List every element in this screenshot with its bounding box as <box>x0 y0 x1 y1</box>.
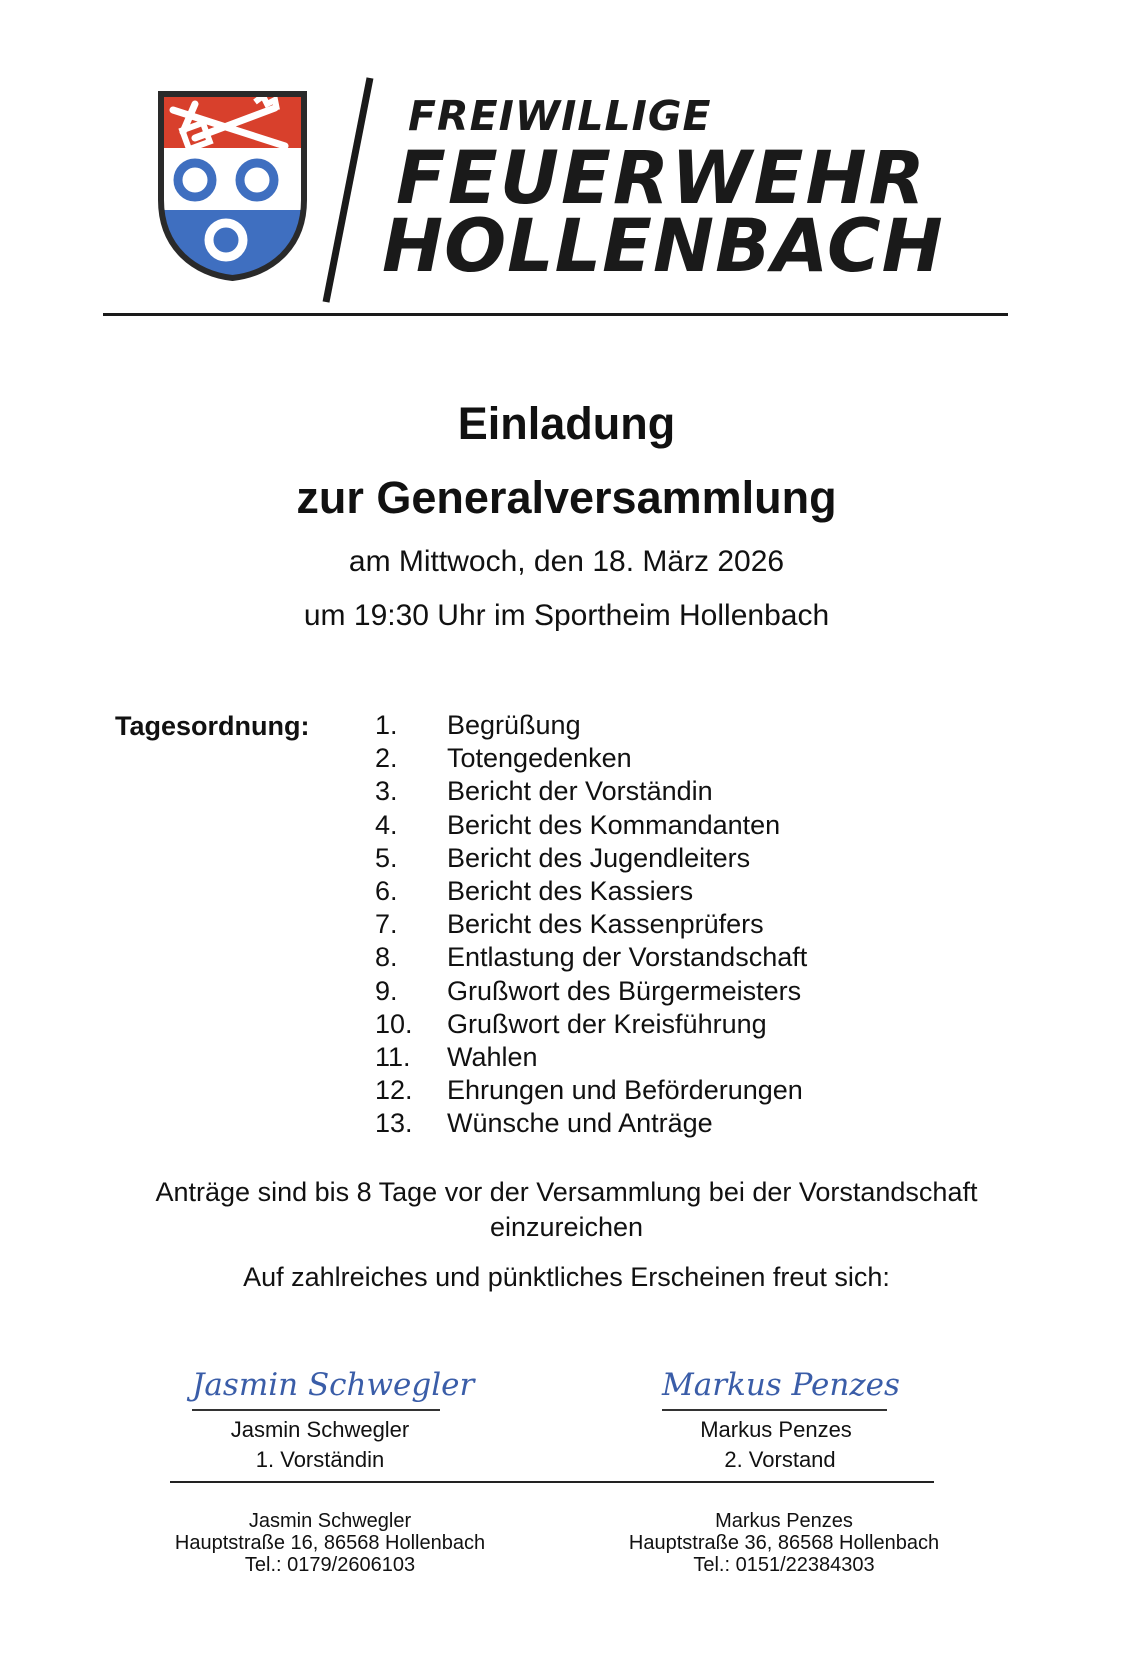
signatory-name-right: Markus Penzes <box>700 1417 852 1442</box>
signatory-role-left: 1. Vorständin <box>255 1447 385 1472</box>
agenda-item <box>375 875 807 908</box>
agenda-item-text: Wahlen <box>447 1041 538 1072</box>
agenda-item <box>375 1008 807 1041</box>
header-rule <box>103 313 1008 316</box>
agenda-item-text: Wünsche und Anträge <box>447 1108 713 1139</box>
agenda-item-text: Bericht des Jugendleiters <box>447 842 751 873</box>
signature-line-right <box>662 1409 887 1411</box>
agenda-item-number: 4. <box>375 809 398 840</box>
signatory-role-right: 2. Vorstand <box>724 1447 836 1472</box>
agenda-item <box>375 709 807 742</box>
agenda-item-text: Begrüßung <box>447 710 581 740</box>
address-left-street: Hauptstraße 16, 86568 Hollenbach <box>174 1532 486 1554</box>
agenda-label: Tagesordnung: <box>115 711 310 741</box>
agenda-item <box>375 1041 807 1074</box>
agenda-item-number: 8. <box>375 942 398 973</box>
invitation-title: Einladung <box>457 398 676 449</box>
agenda-item <box>375 842 807 875</box>
agenda-item-number: 6. <box>375 875 398 906</box>
agenda-item-number: 9. <box>375 975 398 1006</box>
agenda-item-text: Entlastung der Vorstandschaft <box>447 942 808 973</box>
invitation-subtitle: zur Generalversammlung <box>296 472 837 523</box>
agenda-item-text: Bericht des Kassiers <box>447 875 694 906</box>
agenda-item-text: Bericht der Vorständin <box>447 776 713 807</box>
address-right-name: Markus Penzes <box>715 1510 853 1532</box>
agenda-item-text: Grußwort des Bürgermeisters <box>447 975 802 1006</box>
header-divider-slash <box>318 76 378 304</box>
signature-line-left <box>192 1409 440 1411</box>
signature-left: Jasmin Schwegler <box>192 1367 475 1403</box>
agenda-item <box>375 941 807 974</box>
signatory-name-left: Jasmin Schwegler <box>230 1417 410 1442</box>
agenda-list <box>375 709 807 1140</box>
agenda-item-text: Ehrungen und Beförderungen <box>447 1075 803 1106</box>
agenda-item-number: 13. <box>375 1108 413 1139</box>
agenda-item <box>375 1107 807 1140</box>
closing-line: Auf zahlreiches und pünktliches Erscheinen freut sich: <box>243 1262 890 1292</box>
agenda-item-number: 5. <box>375 842 398 873</box>
signature-right: Markus Penzes <box>662 1367 900 1403</box>
agenda-item <box>375 975 807 1008</box>
agenda-item-text: Totengedenken <box>447 743 632 774</box>
header-line-feuerwehr: FEUERWEHR <box>396 136 927 221</box>
address-left-phone: Tel.: 0179/2606103 <box>244 1554 416 1576</box>
agenda-item <box>375 809 807 842</box>
agenda-item-text: Bericht des Kommandanten <box>447 809 781 840</box>
antraege-note-continued: einzureichen <box>489 1212 644 1242</box>
meeting-time-location: um 19:30 Uhr im Sportheim Hollenbach <box>303 599 830 632</box>
header-line-hollenbach: HOLLENBACH <box>382 204 944 289</box>
agenda-item-text: Grußwort der Kreisführung <box>447 1008 767 1039</box>
agenda-item-number: 2. <box>375 743 398 774</box>
agenda-item <box>375 1074 807 1107</box>
antraege-note: Anträge sind bis 8 Tage vor der Versammlung bei der Vorstandschaft <box>155 1177 978 1207</box>
agenda-item-number: 10. <box>375 1008 413 1039</box>
agenda-item <box>375 908 807 941</box>
address-right-street: Hauptstraße 36, 86568 Hollenbach <box>628 1532 940 1554</box>
agenda-item-number: 3. <box>375 776 398 807</box>
address-right-phone: Tel.: 0151/22384303 <box>693 1554 875 1576</box>
agenda-item-text: Bericht des Kassenprüfers <box>447 909 764 940</box>
agenda-item-number: 7. <box>375 909 398 940</box>
agenda-item-number: 11. <box>375 1041 411 1072</box>
coat-of-arms-icon <box>155 88 310 283</box>
agenda-item <box>375 742 807 775</box>
footer-rule <box>170 1481 934 1483</box>
agenda-item <box>375 775 807 808</box>
meeting-date: am Mittwoch, den 18. März 2026 <box>348 545 785 578</box>
agenda-item-number: 12. <box>375 1075 413 1106</box>
address-left-name: Jasmin Schwegler <box>248 1510 412 1532</box>
agenda-item-number: 1. <box>375 710 398 740</box>
header-line-freiwillige: FREIWILLIGE <box>408 92 712 140</box>
